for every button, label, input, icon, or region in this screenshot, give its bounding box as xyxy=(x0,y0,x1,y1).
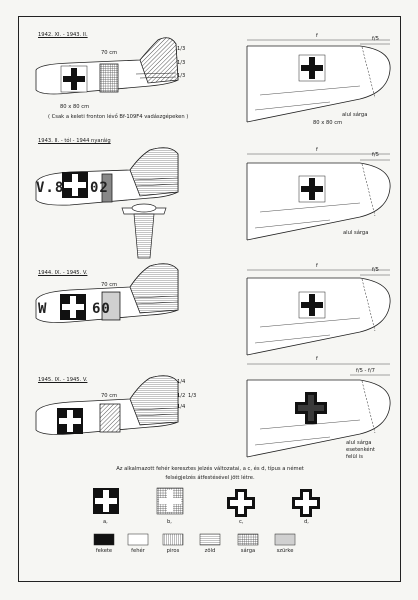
fraction-row-4-d: 1/4 xyxy=(177,404,186,410)
legend-swatch-green xyxy=(200,534,220,545)
note-row-1: ( Csak a keleti fronton lévő Bf-109F4 vadászgépeken ) xyxy=(48,114,189,120)
wing-f-row-2: f xyxy=(316,147,318,153)
wing-f5-row-4: f/5 - f/7 xyxy=(356,368,375,374)
caption-line-1: Az alkalmazott fehér keresztes jelzés változatai, a c, és d, típus a német xyxy=(116,466,304,472)
fuselage-row-1 xyxy=(36,38,178,94)
dim-70-row-1: 70 cm xyxy=(101,50,118,56)
fuselage-row-2 xyxy=(36,148,178,205)
wing-f-row-4: f xyxy=(316,356,318,362)
wing-cross-row-2 xyxy=(299,176,325,202)
fraction-row-1-b: 1/3 xyxy=(177,60,186,66)
variant-b-icon xyxy=(157,488,183,514)
wing-label-row-2: alul sárga xyxy=(343,230,369,236)
legend-label-black: fekete xyxy=(95,548,113,554)
legend-swatch-grey xyxy=(275,534,295,545)
variant-d-icon xyxy=(292,489,320,517)
period-row-1: 1942. XI. - 1943. II. xyxy=(38,32,88,38)
wing-cross-row-1 xyxy=(299,55,325,81)
fraction-row-4-a: 1/4 xyxy=(177,379,186,385)
cross-row-2 xyxy=(62,172,88,198)
wing-f5-row-1: f/5 xyxy=(372,36,379,42)
cross-row-1 xyxy=(61,66,87,92)
variant-a-label: a, xyxy=(103,519,108,525)
fraction-row-1-c: 1/3 xyxy=(177,73,186,79)
variant-a-icon xyxy=(93,488,119,514)
code-left-row-3: W xyxy=(38,301,48,317)
legend-label-white: fehér xyxy=(131,548,145,554)
wing-cross-row-3 xyxy=(299,292,325,318)
variant-c-label: c, xyxy=(239,519,244,525)
legend-swatch-yellow xyxy=(238,534,258,545)
wing-dim-row-1: 80 x 80 cm xyxy=(313,120,343,126)
period-row-2: 1943. II. - tól - 1944 nyaráig xyxy=(38,138,111,144)
tail-view-row-2 xyxy=(122,204,166,258)
legend-label-red: piros xyxy=(166,548,180,554)
legend-swatch-red xyxy=(163,534,183,545)
period-row-3: 1944. IX. - 1945. V. xyxy=(38,270,88,276)
wing-label-row-1: alul sárga xyxy=(342,112,368,118)
variant-c-icon xyxy=(227,489,255,517)
variant-d-label: d, xyxy=(304,519,309,525)
code-right-row-2: 02 xyxy=(90,180,109,196)
code-left-row-2: V.8 xyxy=(36,180,65,196)
legend-swatches xyxy=(94,534,295,545)
legend-label-grey: szürke xyxy=(276,548,294,554)
legend-swatch-black xyxy=(94,534,114,545)
wing-f-row-3: f xyxy=(316,263,318,269)
wing-f5-row-3: f/5 xyxy=(372,267,379,273)
wing-f-row-1: f xyxy=(316,33,318,39)
fraction-row-4-b: 1/2 xyxy=(177,393,186,399)
legend-label-yellow: sárga xyxy=(240,548,256,554)
legend-label-green: zöld xyxy=(204,548,216,554)
fraction-row-1-a: 1/3 xyxy=(177,46,186,52)
period-row-4: 1945. IX. - 1945. V. xyxy=(38,377,88,383)
variant-b-label: b, xyxy=(167,519,172,525)
dim-70-row-4: 70 cm xyxy=(101,393,118,399)
dim-70-row-3: 70 cm xyxy=(101,282,118,288)
wing-f5-row-2: f/5 xyxy=(372,152,379,158)
fraction-row-4-c: 1/3 xyxy=(188,393,197,399)
cross-row-3 xyxy=(60,294,86,320)
legend-swatch-white xyxy=(128,534,148,545)
wing-label-row-4: alul sárga esetenként felül is xyxy=(346,440,375,460)
fuselage-dim-row-1: 80 x 80 cm xyxy=(60,104,90,110)
code-right-row-3: 60 xyxy=(92,301,111,317)
cross-row-4 xyxy=(57,408,83,434)
caption-line-2: felségjelzés átfestésével jött létre. xyxy=(165,475,255,481)
